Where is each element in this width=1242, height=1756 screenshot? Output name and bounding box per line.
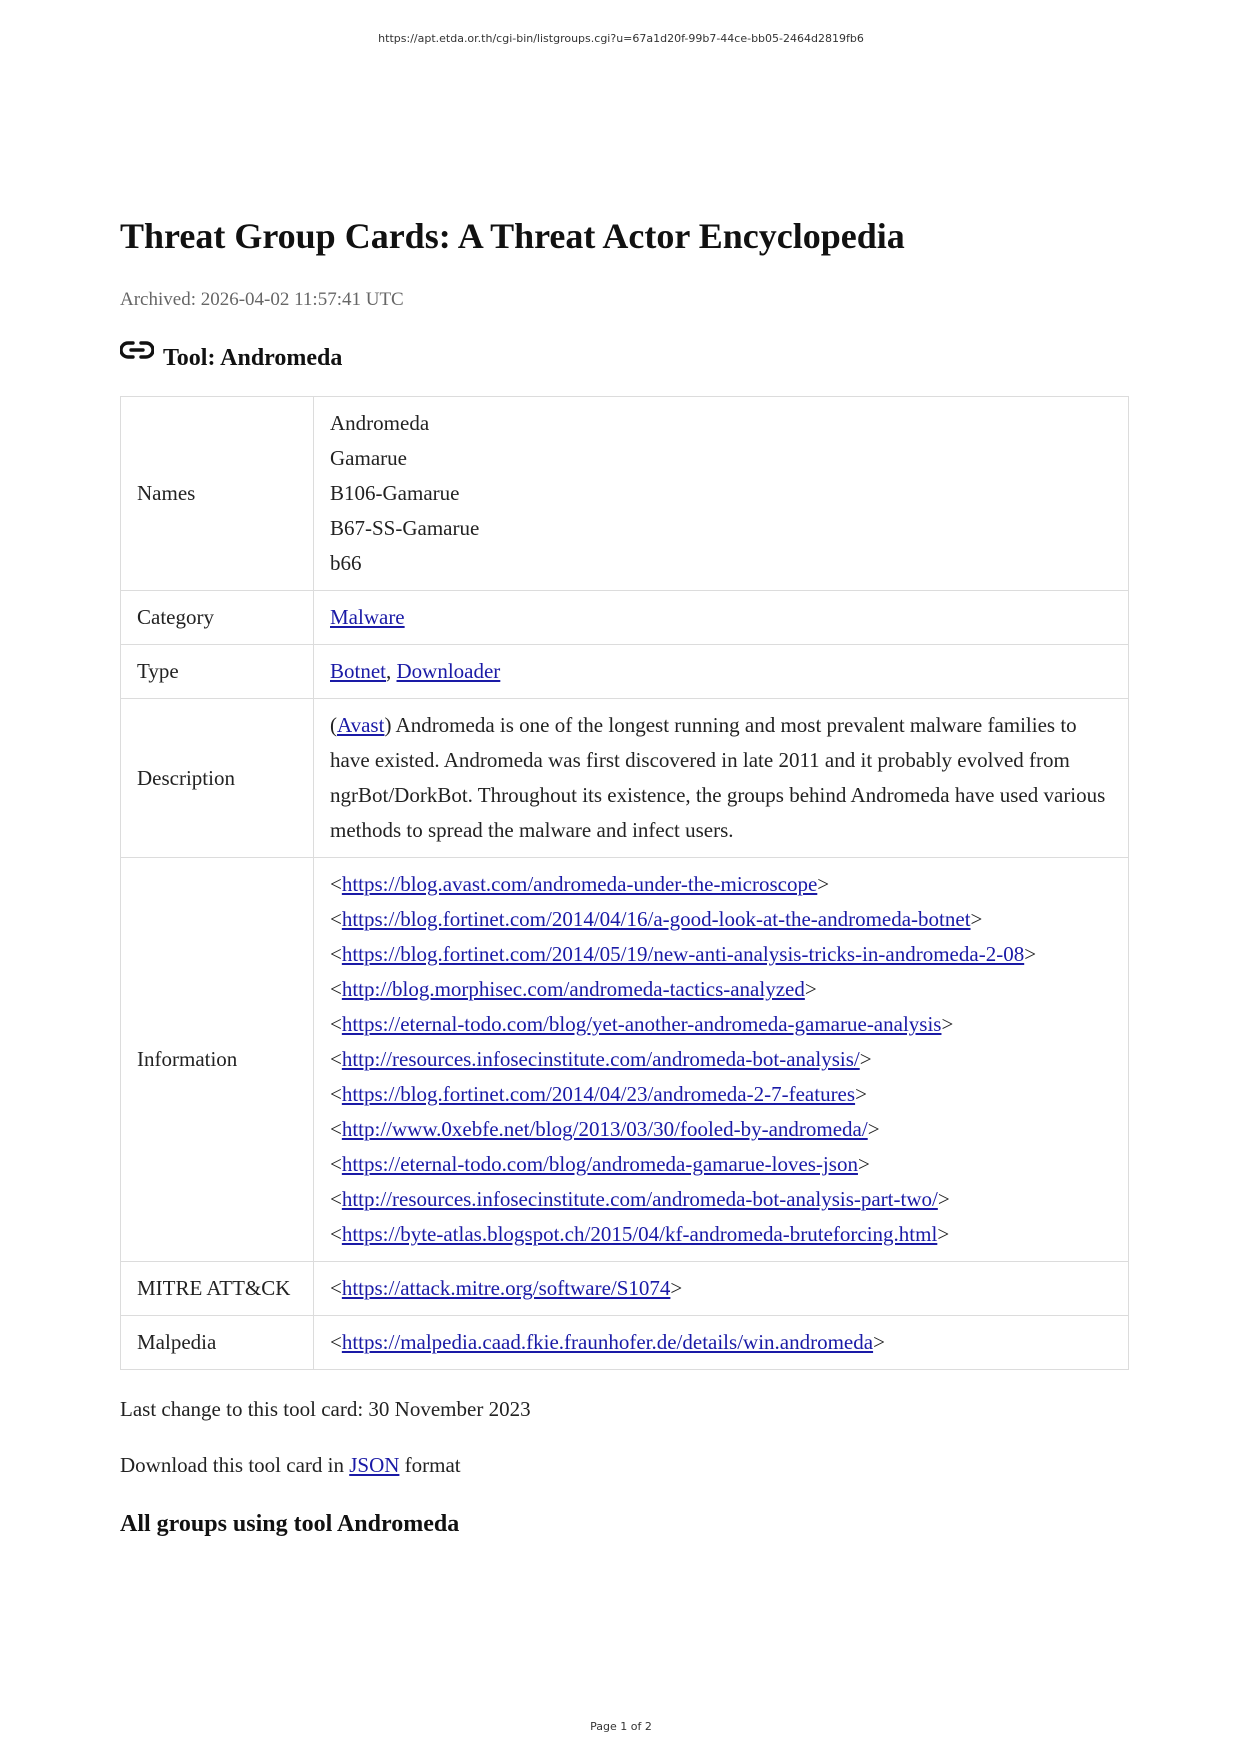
angle-close: > bbox=[937, 1187, 950, 1211]
information-link[interactable]: https://eternal-todo.com/blog/andromeda-gamarue-loves-json bbox=[341, 1152, 858, 1176]
description-text: ) Andromeda is one of the longest running and most prevalent malware families to have existed. Andromeda was first discovered in late 2011 and it probably evolved from ngrBot/DorkBot. Throughout its existence, the groups behind Andromeda have used various methods to spread the malware and infect users. bbox=[330, 713, 1106, 842]
angle-close: > bbox=[1024, 942, 1037, 966]
category-label: Category bbox=[121, 591, 314, 645]
angle-open: < bbox=[330, 907, 342, 931]
category-malware-link[interactable]: Malware bbox=[330, 605, 405, 629]
print-url-header: https://apt.etda.or.th/cgi-bin/listgroups.cgi?u=67a1d20f-99b7-44ce-bb05-2464d2819fb6 bbox=[378, 32, 864, 45]
information-link-item bbox=[330, 1217, 1112, 1252]
information-link[interactable]: https://eternal-todo.com/blog/yet-another-andromeda-gamarue-analysis bbox=[341, 1012, 942, 1036]
name-item: b66 bbox=[330, 551, 362, 575]
malpedia-label: Malpedia bbox=[121, 1316, 314, 1370]
angle-close: > bbox=[804, 977, 817, 1001]
angle-open: < bbox=[330, 1222, 342, 1246]
tool-heading-text: Tool: Andromeda bbox=[163, 345, 343, 371]
information-link-item bbox=[330, 1042, 1112, 1077]
information-link[interactable]: https://byte-atlas.blogspot.ch/2015/04/kf-andromeda-bruteforcing.html bbox=[341, 1222, 938, 1246]
information-link-item bbox=[330, 867, 1112, 902]
angle-close: > bbox=[855, 1082, 867, 1106]
angle-open: < bbox=[330, 1276, 342, 1300]
information-link[interactable]: https://blog.fortinet.com/2014/04/16/a-good-look-at-the-andromeda-botnet bbox=[341, 907, 971, 931]
description-label: Description bbox=[121, 699, 314, 858]
name-item: Andromeda bbox=[330, 411, 430, 435]
information-link[interactable]: https://blog.avast.com/andromeda-under-the-microscope bbox=[341, 872, 818, 896]
angle-close: > bbox=[873, 1330, 885, 1354]
angle-open: < bbox=[330, 1012, 342, 1036]
information-link[interactable]: http://blog.morphisec.com/andromeda-tactics-analyzed bbox=[341, 977, 805, 1001]
angle-open: < bbox=[330, 872, 342, 896]
information-link-item bbox=[330, 1182, 1112, 1217]
description-row bbox=[121, 699, 1129, 858]
mitre-row bbox=[121, 1262, 1129, 1316]
type-separator: , bbox=[386, 659, 397, 683]
type-label: Type bbox=[121, 645, 314, 699]
angle-open: < bbox=[330, 1047, 342, 1071]
tool-heading bbox=[120, 342, 1129, 374]
malpedia-value bbox=[314, 1316, 1129, 1370]
information-label: Information bbox=[121, 858, 314, 1262]
page-title: Threat Group Cards: A Threat Actor Encyclopedia bbox=[120, 216, 905, 256]
information-value bbox=[314, 858, 1129, 1262]
description-paren: ( bbox=[330, 713, 337, 737]
information-link-item bbox=[330, 972, 1112, 1007]
names-value bbox=[314, 397, 1129, 591]
category-value bbox=[314, 591, 1129, 645]
information-link[interactable]: https://blog.fortinet.com/2014/04/23/andromeda-2-7-features bbox=[341, 1082, 856, 1106]
link-icon[interactable] bbox=[120, 338, 154, 362]
type-botnet-link[interactable]: Botnet bbox=[330, 659, 386, 683]
angle-close: > bbox=[970, 907, 983, 931]
information-link-item bbox=[330, 1112, 1112, 1147]
mitre-value bbox=[314, 1262, 1129, 1316]
type-value bbox=[314, 645, 1129, 699]
angle-open: < bbox=[330, 1187, 342, 1211]
angle-close: > bbox=[670, 1276, 683, 1300]
information-link-item bbox=[330, 937, 1112, 972]
angle-close: > bbox=[857, 1152, 870, 1176]
information-link-item bbox=[330, 902, 1112, 937]
tool-card-table bbox=[120, 396, 1129, 1370]
information-link[interactable]: http://www.0xebfe.net/blog/2013/03/30/fooled-by-andromeda/ bbox=[341, 1117, 868, 1141]
mitre-label: MITRE ATT&CK bbox=[121, 1262, 314, 1316]
information-link-item bbox=[330, 1147, 1112, 1182]
download-prefix: Download this tool card in bbox=[120, 1453, 350, 1477]
malpedia-row bbox=[121, 1316, 1129, 1370]
information-link-item bbox=[330, 1077, 1112, 1112]
name-item: B106-Gamarue bbox=[330, 481, 460, 505]
description-value bbox=[314, 699, 1129, 858]
angle-close: > bbox=[937, 1222, 950, 1246]
angle-open: < bbox=[330, 977, 342, 1001]
information-link[interactable]: http://resources.infosecinstitute.com/andromeda-bot-analysis/ bbox=[341, 1047, 860, 1071]
angle-close: > bbox=[817, 872, 830, 896]
type-downloader-link[interactable]: Downloader bbox=[396, 659, 501, 683]
description-source-link[interactable]: Avast bbox=[337, 713, 385, 737]
download-line bbox=[120, 1450, 1129, 1480]
mitre-link[interactable]: https://attack.mitre.org/software/S1074 bbox=[341, 1276, 671, 1300]
angle-open: < bbox=[330, 942, 342, 966]
download-suffix: format bbox=[399, 1453, 461, 1477]
names-label: Names bbox=[121, 397, 314, 591]
malpedia-link[interactable]: https://malpedia.caad.fkie.fraunhofer.de/details/win.andromeda bbox=[341, 1330, 874, 1354]
category-row bbox=[121, 591, 1129, 645]
angle-open: < bbox=[330, 1152, 342, 1176]
angle-open: < bbox=[330, 1082, 342, 1106]
type-row bbox=[121, 645, 1129, 699]
information-row bbox=[121, 858, 1129, 1262]
angle-close: > bbox=[941, 1012, 954, 1036]
archived-timestamp: Archived: 2026-04-02 11:57:41 UTC bbox=[120, 289, 404, 310]
angle-open: < bbox=[330, 1117, 342, 1141]
information-link[interactable]: http://resources.infosecinstitute.com/andromeda-bot-analysis-part-two/ bbox=[341, 1187, 938, 1211]
information-link-item bbox=[330, 1007, 1112, 1042]
main-content bbox=[120, 212, 1129, 1540]
angle-close: > bbox=[867, 1117, 880, 1141]
all-groups-heading: All groups using tool Andromeda bbox=[120, 1511, 460, 1537]
name-item: B67-SS-Gamarue bbox=[330, 516, 480, 540]
page-number: Page 1 of 2 bbox=[590, 1720, 652, 1733]
information-link[interactable]: https://blog.fortinet.com/2014/05/19/new-anti-analysis-tricks-in-andromeda-2-08 bbox=[341, 942, 1025, 966]
angle-open: < bbox=[330, 1330, 342, 1354]
names-row bbox=[121, 397, 1129, 591]
angle-close: > bbox=[859, 1047, 872, 1071]
last-change-text: Last change to this tool card: 30 November 2023 bbox=[120, 1397, 531, 1421]
name-item: Gamarue bbox=[330, 446, 407, 470]
json-download-link[interactable]: JSON bbox=[349, 1453, 400, 1477]
